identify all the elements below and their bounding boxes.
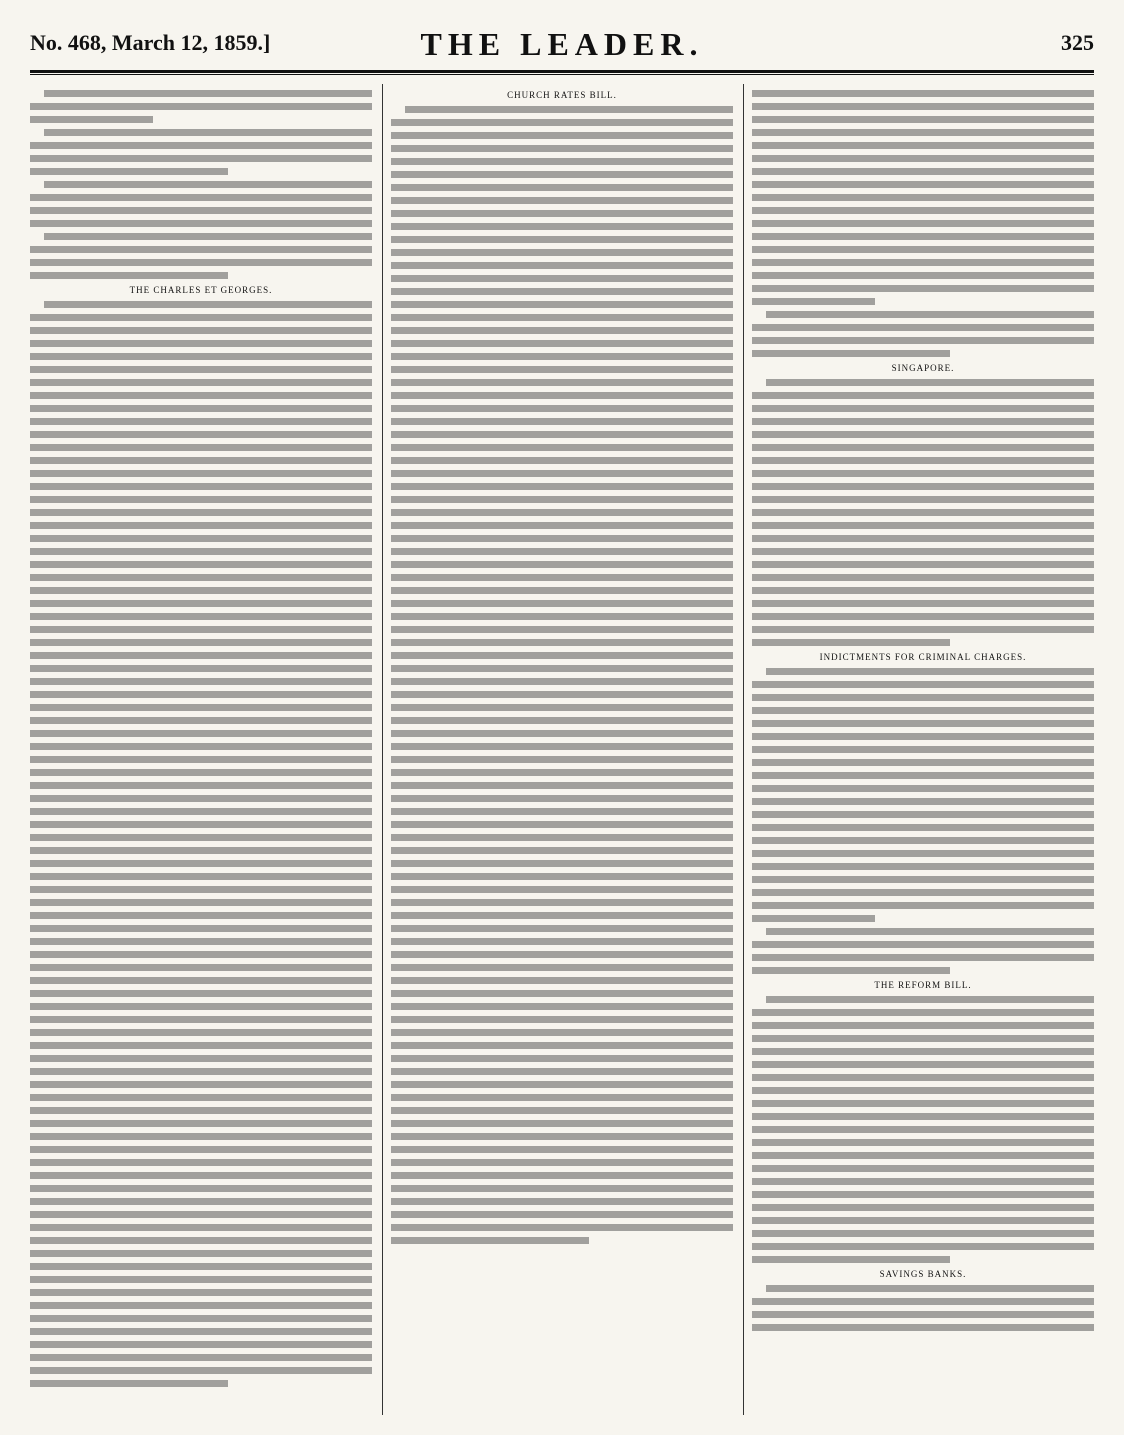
text-block — [752, 996, 1094, 1263]
section-heading: INDICTMENTS FOR CRIMINAL CHARGES. — [819, 652, 1027, 662]
section-heading: THE CHARLES ET GEORGES. — [129, 285, 273, 295]
text-block — [391, 106, 733, 1244]
issue-date: No. 468, March 12, 1859.] — [30, 30, 271, 55]
text-block — [30, 301, 372, 1387]
section-heading: SINGAPORE. — [891, 363, 955, 373]
section-heading: CHURCH RATES BILL. — [507, 90, 617, 100]
text-block — [30, 90, 372, 279]
newspaper-title: THE LEADER. — [420, 26, 704, 62]
header-rule — [30, 70, 1094, 73]
article-columns — [30, 84, 1094, 1415]
text-block — [752, 90, 1094, 357]
header-rule-thin — [30, 74, 1094, 75]
text-block — [752, 668, 1094, 974]
section-heading: THE REFORM BILL. — [874, 980, 972, 990]
column-3 — [743, 84, 1094, 1415]
page-number: 325 — [1061, 30, 1094, 55]
section-heading: SAVINGS BANKS. — [879, 1269, 967, 1279]
text-block — [752, 1285, 1094, 1331]
column-1 — [30, 84, 372, 1415]
text-block — [752, 379, 1094, 646]
page-header — [30, 22, 1094, 70]
column-2 — [382, 84, 733, 1415]
